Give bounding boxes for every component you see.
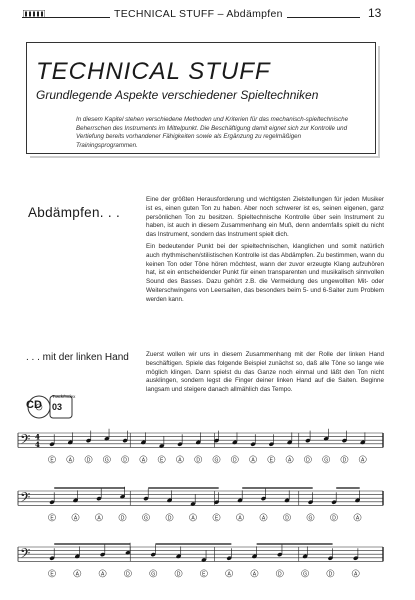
chapter-intro: In diesem Kapitel stehen verschiedene Methoden und Kriterien für das mechanisch-spieltechnische Beherrschen des Instruments im Mittelpunkt. Die Beschäftigung damit eignet sich zur Kontrolle und Vertiefung bereits vorhandener Fähigkeiten sowie als Ergänzung zu regelmäßigen Trainingsprogrammen. (76, 116, 349, 149)
string-label: A (141, 457, 146, 464)
string-label: E (159, 457, 164, 464)
string-label: A (361, 457, 365, 464)
section-body (146, 196, 384, 308)
string-label: D (123, 457, 127, 464)
string-label: A (251, 457, 255, 464)
string-label: A (100, 571, 105, 578)
string-label: G (308, 515, 313, 522)
string-label: G (104, 457, 109, 464)
string-label: A (227, 571, 231, 578)
chapter-subtitle: Grundlegende Aspekte verschiedener Spieltechniken (36, 88, 319, 102)
string-label: D (86, 457, 91, 464)
string-label: A (261, 515, 266, 522)
paragraph: Ein bedeutender Punkt bei der spieltechnischen, klanglichen und somit natürlich auch rhythmischen/stilistischen Kontrolle ist das Abdämpfen. Zu bestimmen, wann du keinen Ton oder Töne hören möchtest, wann der zuvor erzeugte Klang aufzuhören hat, ist ein entscheidender Punkt für einen transparenten und musikalisch sinnvollen Sound des Basses. Dazu gehört z.B. die Vermeidung des ungewollten Mit- oder Weiterschwingens von Leersaiten, das besonders beim 5- und 6-Saiter zum Problem werden kann. (146, 242, 384, 303)
string-label: A (97, 515, 101, 522)
string-label: E (50, 457, 54, 464)
track-label: Track/Index (52, 394, 76, 399)
string-label: A (355, 515, 360, 522)
subsection-heading: . . . mit der linken Hand (26, 352, 129, 363)
running-header: TECHNICAL STUFF – Abdämpfen (110, 8, 287, 20)
string-label: A (73, 515, 78, 522)
string-label: A (178, 457, 182, 464)
string-label: A (354, 571, 358, 578)
string-label: E (269, 457, 274, 464)
string-label: G (214, 457, 219, 464)
string-label: E (202, 571, 206, 578)
string-label: D (167, 515, 172, 522)
string-label: G (303, 571, 308, 578)
string-label: E (50, 515, 54, 522)
string-label: D (232, 457, 237, 464)
string-label: D (196, 457, 201, 464)
string-label: D (332, 515, 336, 522)
string-label: A (75, 571, 79, 578)
string-label: D (342, 457, 347, 464)
time-signature: 4 (35, 439, 40, 449)
string-label: E (214, 515, 219, 522)
track-number: 03 (52, 402, 63, 412)
bass-clef-icon: 𝄢 (20, 489, 31, 509)
subsection-body: Zuerst wollen wir uns in diesem Zusammenhang mit der Rolle der linken Hand beschäftigen. Spiele das folgende Beispiel zunächst so, daß alle Töne so lange wie möglich klingen. Dann spielst du das Ganze noch einmal und läßt den Ton nicht ausklingen, sondern legst die Finger deiner linken Hand auf die Saiten. Beginne langsam und steigere danach allmählich das Tempo. (146, 351, 384, 394)
string-label: D (328, 571, 333, 578)
section-heading: Abdämpfen. . . (28, 205, 121, 220)
string-label: G (324, 457, 329, 464)
time-signature: 4 (35, 432, 40, 442)
string-label: D (120, 515, 125, 522)
string-label: D (126, 571, 130, 578)
string-label: G (144, 515, 148, 522)
string-label: D (285, 515, 289, 522)
bass-clef-icon: 𝄢 (20, 431, 31, 451)
bass-clef-icon: 𝄢 (20, 545, 31, 565)
chapter-title: TECHNICAL STUFF (36, 58, 271, 85)
string-label: A (191, 515, 195, 522)
string-label: D (277, 571, 282, 578)
string-label: A (238, 515, 242, 522)
string-label: E (50, 571, 54, 578)
paragraph: Eine der größten Herausforderung und wichtigsten Zielstellungen für jeden Musiker ist es, einen guten Ton zu haben. Aber noch schwerer ist es, seinen eigenen, ganz persönlichen Ton zu besitzen. Spieltechnische Kontrolle über sein Instrument zu haben, ist auch in diesem Zusammenhang ein Muß, denn andernfalls spielt du nicht das Instrument, sondern das Instrument spielt dich. (146, 196, 384, 239)
string-label: A (252, 571, 257, 578)
string-label: A (68, 457, 72, 464)
string-label: G (151, 571, 156, 578)
string-label: D (176, 571, 181, 578)
string-label: A (287, 457, 292, 464)
cd-label: CD (26, 399, 42, 411)
string-label: D (306, 457, 310, 464)
music-notation (0, 425, 415, 600)
page-number: 13 (368, 6, 382, 20)
